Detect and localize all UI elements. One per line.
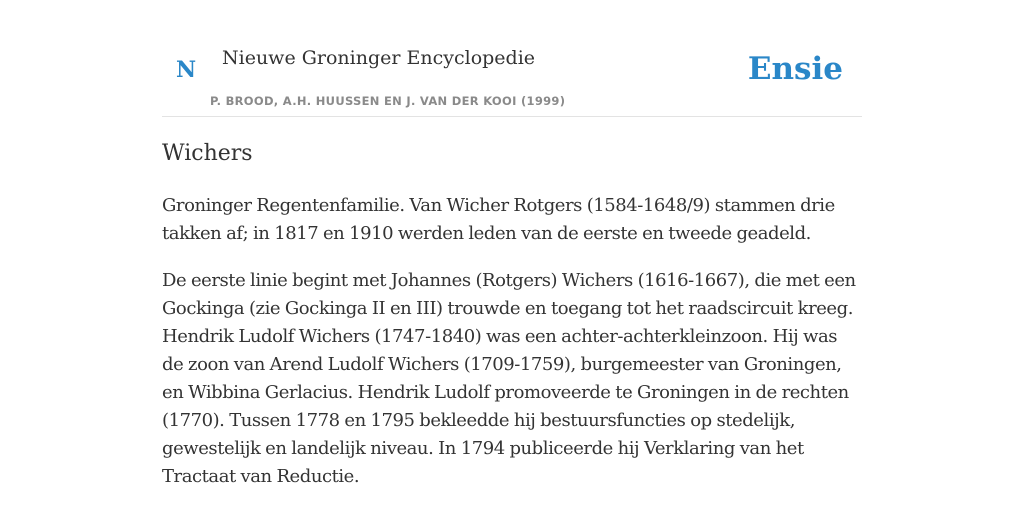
- article: [162, 138, 862, 491]
- work-title[interactable]: Nieuwe Groninger Encyclopedie: [222, 47, 536, 69]
- ensie-logo[interactable]: Ensie: [747, 51, 843, 87]
- article-paragraph: De eerste linie begint met Johannes (Rotgers) Wichers (1616-1667), die met een Gockinga (zie Gockinga II en III) trouwde en toegang tot het raadscircuit kreeg. Hendrik Ludolf Wichers (1747-1840) was een achter-achterkleinzoon. Hij was de zoon van Arend Ludolf Wichers (1709-1759), burgemeester van Groningen, en Wibbina Gerlacius. Hendrik Ludolf promoveerde te Groningen in de rechten (1770). Tussen 1778 en 1795 bekleedde hij bestuursfuncties op stedelijk, gewestelijk en landelijk niveau. In 1794 publiceerde hij Verklaring van het Tractaat van Reductie.: [162, 270, 856, 487]
- article-headword: Wichers: [162, 141, 253, 166]
- encyclopedia-logo-icon[interactable]: N: [176, 57, 197, 83]
- article-paragraph: Groninger Regentenfamilie. Van Wicher Rotgers (1584-1648/9) stammen drie takken af; in 1817 en 1910 werden leden van de eerste en tweede geadeld.: [162, 195, 835, 244]
- page-header: [162, 0, 862, 117]
- work-authors: P. BROOD, A.H. HUUSSEN EN J. VAN DER KOOI (1999): [210, 94, 566, 108]
